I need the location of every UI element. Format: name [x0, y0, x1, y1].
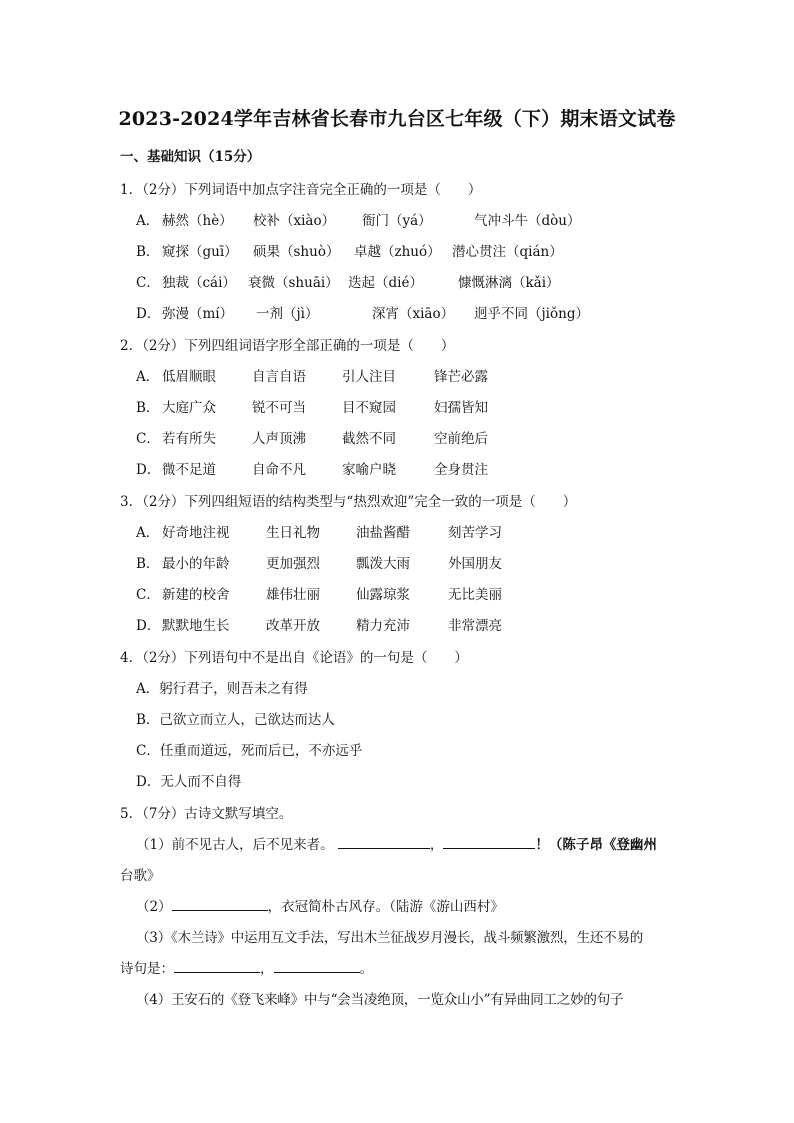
question-4-option-b[interactable]: B．己欲立而立人，己欲达而达人 [136, 712, 335, 728]
question-5-part-4: （4）王安石的《登飞来峰》中与“会当凌绝顶，一览众山小”有异曲同工之妙的句子 [136, 992, 624, 1008]
question-2-stem: 2．（2分）下列四组词语字形全部正确的一项是（ ） [120, 338, 455, 354]
page-title: 2023-2024学年吉林省长春市九台区七年级（下）期末语文试卷 [118, 108, 676, 130]
answer-blank[interactable] [443, 836, 535, 849]
question-1-stem: 1．（2分）下列词语中加点字注音完全正确的一项是（ ） [120, 182, 482, 198]
question-4-option-a[interactable]: A．躬行君子，则吾未之有得 [136, 681, 308, 697]
answer-blank[interactable] [338, 836, 430, 849]
question-4-option-d[interactable]: D．无人而不自得 [136, 774, 242, 790]
answer-blank[interactable] [172, 898, 268, 911]
answer-blank[interactable] [274, 960, 360, 973]
question-3-stem: 3．（2分）下列四组短语的结构类型与“热烈欢迎”完全一致的一项是（ ） [120, 494, 577, 510]
question-4-option-c[interactable]: C．任重而道远，死而后已，不亦远乎 [136, 743, 363, 759]
section-heading: 一、基础知识（15分） [120, 149, 261, 165]
question-5-part-1-continued: 台歌》 [120, 868, 161, 884]
question-5-part-3-continued: 诗句是： ， 。 [120, 961, 373, 977]
answer-blank[interactable] [174, 960, 260, 973]
question-5-part-2: （2） ，衣冠简朴古风存。（陆游《游山西村》 [136, 899, 504, 915]
question-5-part-1: （1）前不见古人，后不见来者。 ， ！（陈子昂《登幽州 [136, 837, 657, 853]
exam-page: 2023-2024学年吉林省长春市九台区七年级（下）期末语文试卷 一、基础知识（15分） 1．（2分）下列词语中加点字注音完全正确的一项是（ ） A． 赫然（hè） 校补（xiào） 衙门（yá） 气冲斗牛（dòu） B． 窥探（guī） 硕果（shuò） 卓越（zhuó） 潜心贯注（qián） C． 独裁（cái） 衰微（shuāi） 迭起（dié） 慷慨淋漓（kǎi） D． 弥漫（mí） 一剂（jì） 深宵（xiāo） 迥乎不同（jiǒng） 2．（2分）下列四组词语字形全部正确的一项是（ ） A． 低眉顺眼 自言自语 引人注目 锋芒必露 B． 大庭广众 锐不可当 目不窥园 妇孺皆知 C． 若有所失 人声顶沸 截然不同 空前绝后 D． 微不足道 自命不凡 家喻户晓 全身贯注 3．（2分）下列四组短语的结构类型与“热烈欢迎”完全一致的一项是（ ） A． 好奇地注视 生日礼物 油盐酱醋 刻苦学习 B． 最小的年龄 更加强烈 瓢泼大雨 外国朋友 C． 新建的校舍 雄伟壮丽 仙露琼浆 无比美丽 D． 默默地生长 改革开放 精力充沛 非常漂亮 4．（2分）下列语句中不是出自《论语》的一句是（ ） A．躬行君子，则吾未之有得 B．己欲立而立人，己欲达而达人 C．任重而道远，死而后已，不亦远乎 D．无人而不自得 5．（7分）古诗文默写填空。 （1）前不见古人，后不见来者。 ， ！（陈子昂《登幽州 台歌》 （2） ，衣冠简朴古风存。（陆游《游山西村》 （3）《木兰诗》中运用互文手法，写出木兰征战岁月漫长，战斗频繁激烈，生还不易的 诗句是： ， 。 （4）王安石的《登飞来峰》中与“会当凌绝顶，一览众山小”有异曲同工之妙的句子 [0, 0, 794, 1123]
question-5-stem: 5．（7分）古诗文默写填空。 [120, 806, 293, 822]
question-5-part-3: （3）《木兰诗》中运用互文手法，写出木兰征战岁月漫长，战斗频繁激烈，生还不易的 [136, 930, 644, 946]
question-4-stem: 4．（2分）下列语句中不是出自《论语》的一句是（ ） [120, 650, 468, 666]
